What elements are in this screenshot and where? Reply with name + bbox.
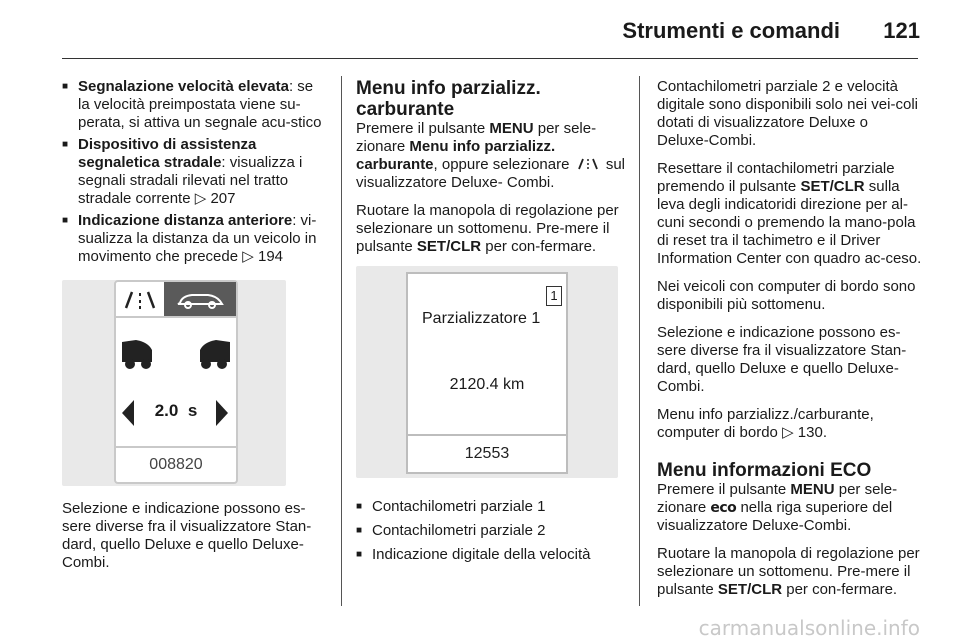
item-term: Dispositivo di assistenza segnaletica stradale: [78, 136, 257, 171]
selected-tab: [164, 282, 236, 316]
column-divider-2: [639, 76, 640, 606]
list-item: [62, 212, 328, 266]
paragraph: Ruotare la manopola di regolazione per selezionare un sottomenu. Pre-mere il pulsante SET/CLR per con-fermare.: [356, 202, 619, 255]
display-top-bar: [116, 282, 236, 318]
item-text: : visualizza i segnali stradali rilevati nel tratto stradale corrente: [78, 154, 303, 207]
paragraph: Contachilometri parziale 2 e velocità digitale sono disponibili solo nei vei-coli dotati di visualizzatore Deluxe o Deluxe-Combi.: [657, 78, 918, 149]
trip-display-figure: [356, 266, 618, 478]
page-ref-link[interactable]: 194: [257, 248, 284, 265]
arrow-ref-icon: ▷: [194, 190, 207, 207]
paragraph: Premere il pulsante MENU per sele-zionare Menu info parzializz. carburante, oppure selezionare sul visualizzatore Deluxe- Combi.: [356, 120, 625, 191]
figure-caption: Selezione e indicazione possono es-sere diverse fra il visualizzatore Stan-dard, quello Deluxe e quello Deluxe-Combi.: [62, 500, 312, 571]
display-screen: [114, 280, 238, 484]
list-item: [62, 136, 328, 208]
paragraph: Premere il pulsante MENU per sele-zionare eco nella riga superiore del visualizzatore Deluxe-Combi.: [657, 481, 898, 534]
car-icon: [164, 282, 236, 316]
item-term: Indicazione distanza anteriore: [78, 212, 293, 229]
arrow-ref-icon: ▷: [242, 248, 254, 265]
page-ref-link[interactable]: 130: [797, 424, 823, 441]
paragraph: Resettare il contachilometri parziale premendo il pulsante SET/CLR sulla leva degli indicatoridi direzione per al-cuni secondi o premendo la mano-pola di reset tra il tachimetro e il Driver Information Center con quadro ac-ceso.: [657, 160, 922, 267]
display-screen: [406, 272, 568, 474]
section-heading: Menu info parzializz. carburante: [356, 78, 541, 120]
paragraph: Menu info parzializz./carburante, computer di bordo ▷ 130.: [657, 406, 874, 441]
car-distance-icon: [116, 332, 236, 376]
column-2: [356, 78, 628, 570]
column-divider-1: [341, 76, 342, 606]
list-item: ■ Contachilometri parziale 1: [356, 498, 628, 516]
odometer-readout: 12553: [408, 434, 566, 472]
arrow-left-icon: [122, 400, 136, 426]
arrow-right-icon: [216, 400, 230, 426]
distance-display-figure: [62, 280, 286, 486]
road-lane-icon: [116, 282, 164, 316]
page-number: 121: [883, 18, 920, 43]
trip-badge: 1: [546, 286, 562, 306]
item-text: : vi-sualizza la distanza da un veicolo in movimento che precede: [78, 212, 317, 265]
display-title: Parzializzatore 1: [422, 310, 541, 327]
list-item: ■ Contachilometri parziale 2: [356, 522, 628, 540]
paragraph: Selezione e indicazione possono es-sere diverse fra il visualizzatore Stan-dard, quello Deluxe e quello Deluxe-Combi.: [657, 324, 907, 395]
list-item: ■ Indicazione digitale della velocità: [356, 546, 628, 564]
eco-icon: eco: [710, 500, 737, 516]
header-divider: [62, 58, 918, 59]
watermark: carmanualsonline.info: [698, 616, 920, 640]
page-header-title: Strumenti e comandi: [622, 18, 840, 43]
arrow-ref-icon: ▷: [782, 424, 794, 441]
distance-readout: 2.0 s: [154, 401, 198, 420]
page-ref-link[interactable]: 207: [210, 190, 236, 207]
section-heading: Menu informazioni ECO: [657, 460, 872, 481]
item-text: : se la velocità preimpostata viene su-perata, si attiva un segnale acu-stico: [78, 78, 322, 131]
road-lane-icon: [574, 157, 602, 171]
item-term: Segnalazione velocità elevata: [78, 78, 289, 95]
trip-value: 2120.4 km: [449, 376, 525, 393]
column-1: [62, 78, 328, 582]
column-3: [657, 78, 923, 609]
odometer-readout: 008820: [116, 446, 236, 482]
list-item: [62, 78, 328, 132]
paragraph: Nei veicoli con computer di bordo sono disponibili più sottomenu.: [657, 278, 916, 313]
paragraph: Ruotare la manopola di regolazione per selezionare un sottomenu. Pre-mere il pulsante SET/CLR per con-fermare.: [657, 545, 920, 598]
